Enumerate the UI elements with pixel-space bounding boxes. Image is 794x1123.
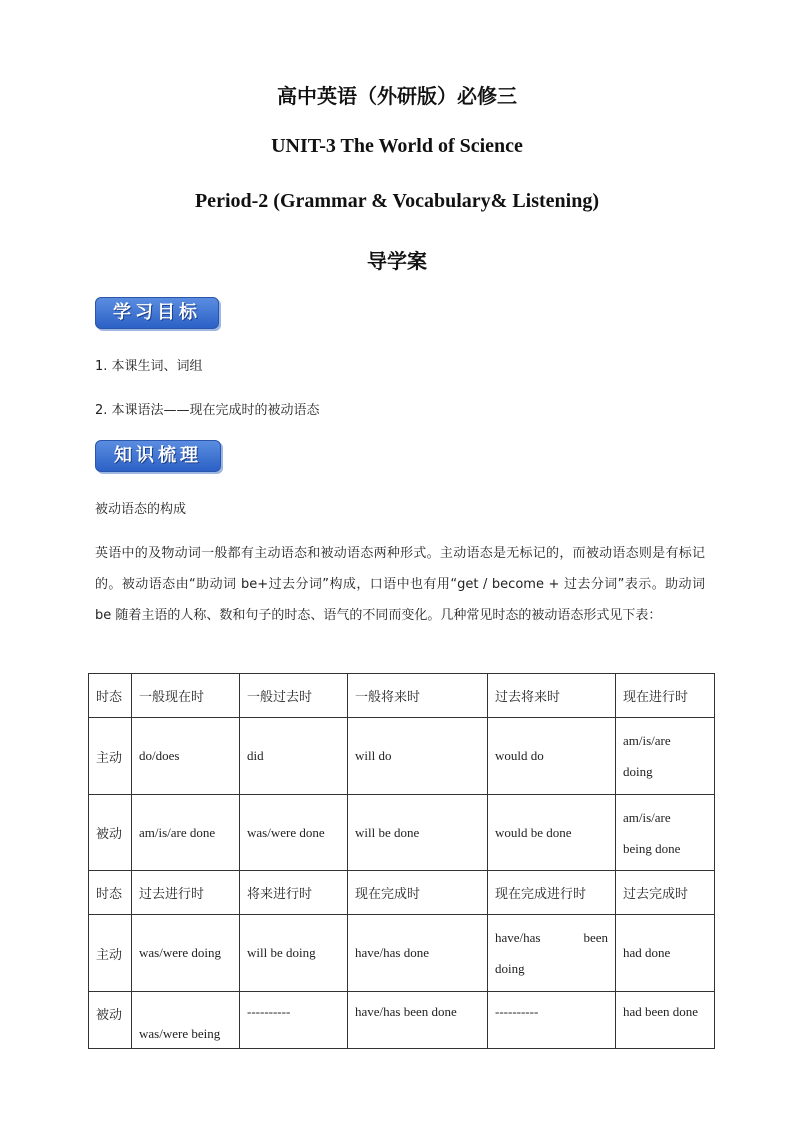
table-cell: was/were being bbox=[132, 992, 240, 1049]
table-row bbox=[89, 871, 715, 915]
cell-line: being done bbox=[623, 840, 681, 856]
cell-line: am/is/are bbox=[623, 809, 671, 825]
cell-word: been bbox=[583, 930, 608, 945]
table-cell: would do bbox=[488, 718, 616, 795]
table-cell: 一般将来时 bbox=[348, 674, 488, 718]
unit-title: UNIT-3 The World of Science bbox=[271, 135, 523, 157]
table-cell: have/has been done bbox=[348, 992, 488, 1049]
table-cell: 将来进行时 bbox=[240, 871, 348, 915]
table-cell: 时态 bbox=[89, 674, 132, 718]
period-title: Period-2 (Grammar & Vocabulary& Listening) bbox=[194, 190, 600, 212]
table-cell: 现在完成进行时 bbox=[488, 871, 616, 915]
table-cell: 被动 bbox=[89, 992, 132, 1049]
document-title: 高中英语（外研版）必修三 bbox=[277, 86, 517, 108]
table-cell: 一般现在时 bbox=[132, 674, 240, 718]
cell-line: doing bbox=[495, 961, 525, 976]
cell-word: have/has bbox=[495, 930, 541, 945]
cell-line bbox=[495, 922, 608, 953]
table-cell: 被动 bbox=[89, 795, 132, 871]
table-cell: ---------- bbox=[240, 992, 348, 1049]
table-row bbox=[89, 718, 715, 795]
table-cell bbox=[616, 795, 715, 871]
table-row bbox=[89, 915, 715, 992]
table-cell: 一般过去时 bbox=[240, 674, 348, 718]
cell-line: doing bbox=[623, 764, 653, 779]
table-cell: 过去进行时 bbox=[132, 871, 240, 915]
table-cell: do/does bbox=[132, 718, 240, 795]
guide-title: 导学案 bbox=[367, 251, 427, 273]
table-cell: will be done bbox=[348, 795, 488, 871]
table-cell: had been done bbox=[616, 992, 715, 1049]
section-heading: 被动语态的构成 bbox=[95, 502, 187, 517]
knowledge-banner: 知识梳理 bbox=[95, 440, 221, 472]
objective-item: 2. 本课语法——现在完成时的被动语态 bbox=[95, 403, 320, 418]
table-cell: was/were done bbox=[240, 795, 348, 871]
table-cell: am/is/are done bbox=[132, 795, 240, 871]
table-cell: 主动 bbox=[89, 915, 132, 992]
table-cell: 时态 bbox=[89, 871, 132, 915]
intro-paragraph: 英语中的及物动词一般都有主动语态和被动语态两种形式。主动语态是无标记的，而被动语态则是有标记的。被动语态由“助动词 be+过去分词”构成，口语中也有用“get / become + 过去分词”表示。助动词 be 随着主语的人称、数和句子的时态、语气的不同而变化。几种常见时态的被动语态形式见下表： bbox=[95, 546, 705, 623]
table-row bbox=[89, 795, 715, 871]
table-cell: did bbox=[240, 718, 348, 795]
objective-item: 1. 本课生词、词组 bbox=[95, 359, 203, 374]
objectives-banner: 学习目标 bbox=[95, 297, 219, 329]
table-cell: was/were doing bbox=[132, 915, 240, 992]
table-cell: have/has done bbox=[348, 915, 488, 992]
table-cell: would be done bbox=[488, 795, 616, 871]
table-cell bbox=[488, 915, 616, 992]
table-cell: 过去将来时 bbox=[488, 674, 616, 718]
table-cell: will be doing bbox=[240, 915, 348, 992]
table-cell: will do bbox=[348, 718, 488, 795]
passive-voice-table bbox=[88, 673, 715, 1049]
table-cell: 过去完成时 bbox=[616, 871, 715, 915]
table-row bbox=[89, 674, 715, 718]
table-cell: had done bbox=[616, 915, 715, 992]
table-cell: ---------- bbox=[488, 992, 616, 1049]
table-row bbox=[89, 992, 715, 1049]
table-cell: 现在进行时 bbox=[616, 674, 715, 718]
table-cell: 主动 bbox=[89, 718, 132, 795]
table-cell bbox=[616, 718, 715, 795]
table-cell: 现在完成时 bbox=[348, 871, 488, 915]
cell-line: am/is/are bbox=[623, 733, 671, 748]
